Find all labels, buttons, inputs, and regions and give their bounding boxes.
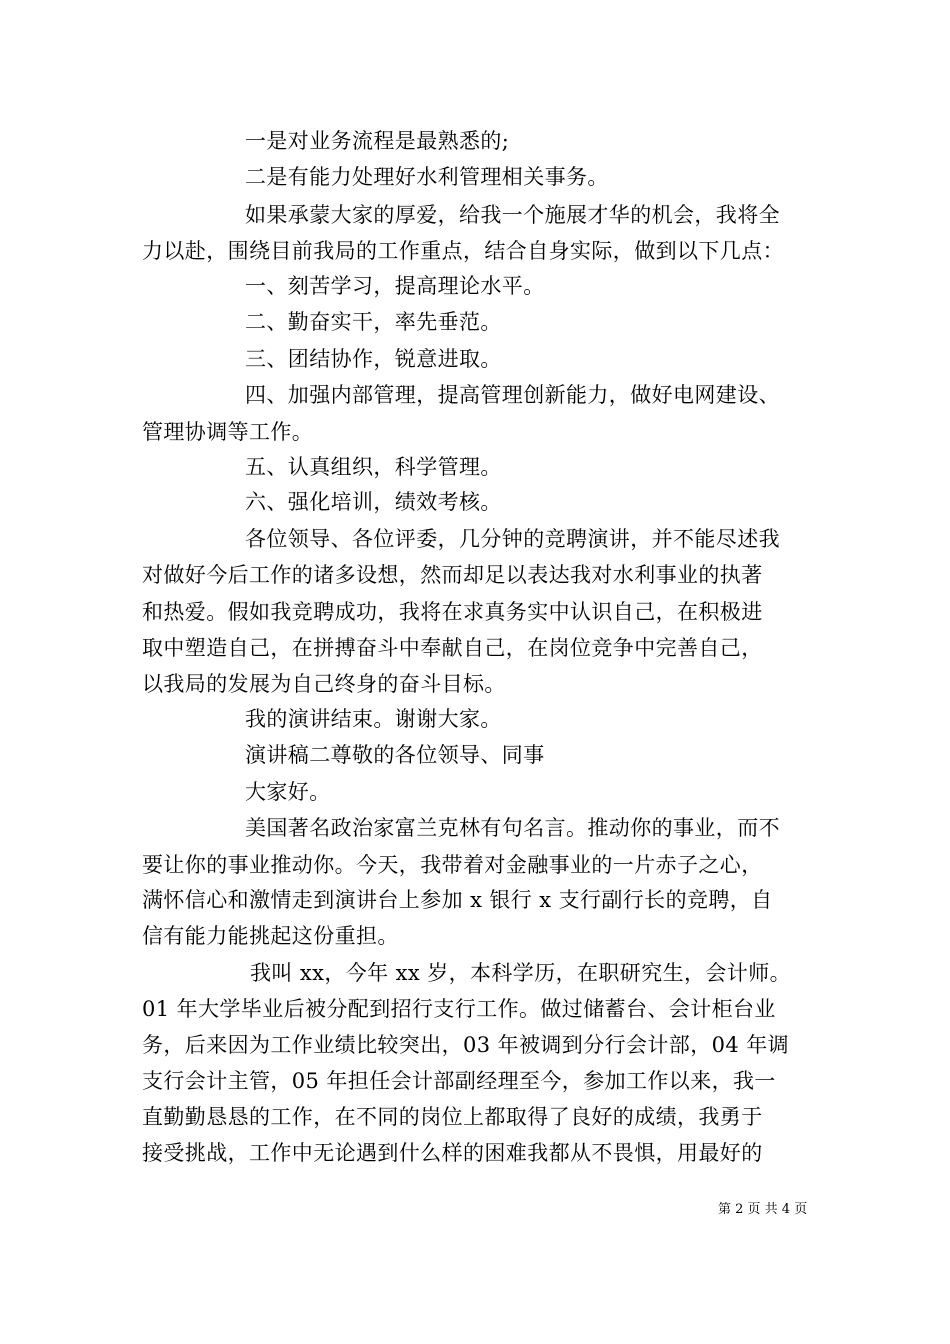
text-line: 我的演讲结束。谢谢大家。: [245, 707, 502, 731]
text-line: 管理协调等工作。: [142, 420, 314, 444]
text-line: 美国著名政治家富兰克林有句名言。推动你的事业，而不: [245, 816, 780, 840]
text-line: 我叫 xx，今年 xx 岁，本科学历，在职研究生，会计师。: [250, 961, 791, 985]
text-line: 直勤勤恳恳的工作，在不同的岗位上都取得了良好的成绩，我勇于: [142, 1105, 763, 1129]
text-line: 01 年大学毕业后被分配到招行支行工作。做过储蓄台、会计柜台业: [142, 997, 776, 1021]
text-line: 满怀信心和激情走到演讲台上参加 x 银行 x 支行副行长的竞聘，自: [142, 888, 773, 912]
text-line: 各位领导、各位评委，几分钟的竞聘演讲，并不能尽述我: [245, 527, 780, 551]
text-line: 取中塑造自己，在拼搏奋斗中奉献自己，在岗位竞争中完善自己，: [142, 636, 763, 660]
text-line: 五、认真组织，科学管理。: [245, 455, 502, 479]
text-line: 二、勤奋实干，率先垂范。: [245, 310, 502, 334]
text-line: 如果承蒙大家的厚爱，给我一个施展才华的机会，我将全: [245, 203, 780, 227]
text-line: 二是有能力处理好水利管理相关事务。: [245, 165, 609, 189]
text-line: 以我局的发展为自己终身的奋斗目标。: [142, 672, 506, 696]
text-line: 三、团结协作，锐意进取。: [245, 347, 502, 371]
text-line: 支行会计主管，05 年担任会计部副经理至今，参加工作以来，我一: [142, 1069, 776, 1093]
text-line: 要让你的事业推动你。今天，我带着对金融事业的一片赤子之心，: [142, 853, 763, 877]
text-line: 接受挑战，工作中无论遇到什么样的困难我都从不畏惧，用最好的: [142, 1141, 763, 1165]
text-line: 信有能力能挑起这份重担。: [142, 924, 399, 948]
text-line: 和热爱。假如我竞聘成功，我将在求真务实中认识自己，在积极进: [142, 600, 763, 624]
text-line: 四、加强内部管理，提高管理创新能力，做好电网建设、: [245, 383, 780, 407]
text-line: 务，后来因为工作业绩比较突出，03 年被调到分行会计部，04 年调: [142, 1033, 789, 1057]
page-number: 第 2 页 共 4 页: [718, 1202, 808, 1217]
text-line: 六、强化培训，绩效考核。: [245, 490, 502, 514]
text-line: 力以赴，围绕目前我局的工作重点，结合自身实际，做到以下几点：: [142, 239, 784, 263]
text-line: 一、刻苦学习，提高理论水平。: [245, 274, 545, 298]
text-line: 大家好。: [245, 780, 331, 804]
text-line: 对做好今后工作的诸多设想，然而却足以表达我对水利事业的执著: [142, 563, 763, 587]
text-line: 一是对业务流程是最熟悉的;: [245, 129, 510, 153]
text-line: 演讲稿二尊敬的各位领导、同事: [245, 743, 545, 767]
